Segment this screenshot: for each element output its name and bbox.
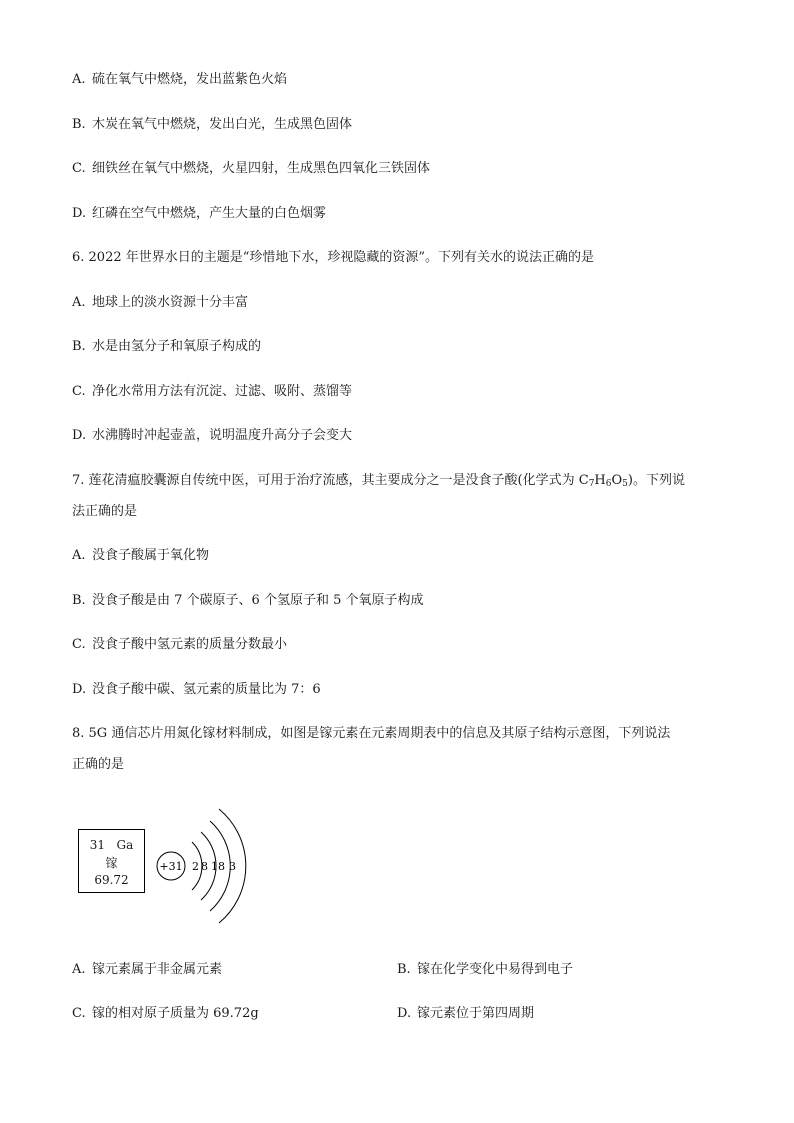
option-text: 没食子酸中碳、氢元素的质量比为 7：6	[92, 682, 321, 697]
option-text: 没食子酸属于氧化物	[92, 548, 210, 563]
q8-stem-line2: 正确的是	[72, 757, 125, 772]
shell-electrons: 3	[229, 860, 236, 873]
q6-stem: 6. 2022 年世界水日的主题是“珍惜地下水，珍视隐藏的资源”。下列有关水的说法正确的是	[72, 250, 595, 265]
formula-h-subscript: 6	[605, 479, 612, 489]
q6-option-c	[72, 380, 352, 399]
atomic-mass: 69.72	[94, 873, 129, 887]
q7-option-d	[72, 678, 321, 697]
q6-option-a	[72, 291, 248, 310]
element-name: 镓	[105, 856, 118, 870]
option-letter: D.	[72, 428, 87, 443]
option-letter: C.	[72, 1006, 86, 1021]
q5-option-b	[72, 113, 352, 132]
nucleus-charge: +31	[159, 860, 183, 873]
formula-h: H	[594, 473, 606, 488]
q7-option-a	[72, 544, 209, 563]
option-letter: C.	[72, 161, 86, 176]
shell-electrons: 2	[192, 860, 199, 873]
formula-o: O	[611, 473, 623, 488]
periodic-table-cell	[78, 829, 145, 893]
option-text: 红磷在空气中燃烧，产生大量的白色烟雾	[92, 206, 327, 221]
q8-option-a	[72, 958, 222, 977]
q7-stem-part1: 7. 莲花清瘟胶囊源自传统中医，可用于治疗流感，其主要成分之一是没食子酸(化学式为 C	[72, 473, 589, 488]
option-letter: C.	[72, 637, 86, 652]
option-text: 没食子酸是由 7 个碳原子、6 个氢原子和 5 个氧原子构成	[92, 593, 424, 608]
option-letter: A.	[72, 548, 86, 563]
formula-o-subscript: 5	[622, 479, 628, 489]
option-letter: B.	[72, 593, 86, 608]
option-text: 净化水常用方法有沉淀、过滤、吸附、蒸馏等	[92, 384, 353, 399]
option-text: 木炭在氧气中燃烧，发出白光，生成黑色固体	[92, 117, 353, 132]
option-letter: D.	[397, 1006, 412, 1021]
shell-electrons: 8	[201, 860, 208, 873]
q7-option-c	[72, 633, 287, 652]
q5-option-c	[72, 157, 430, 176]
q7-option-b	[72, 589, 423, 608]
option-text: 没食子酸中氢元素的质量分数最小	[92, 637, 288, 652]
q7-stem-part2: )。下列说	[627, 473, 685, 488]
option-text: 细铁丝在氧气中燃烧，火星四射，生成黑色四氧化三铁固体	[92, 161, 431, 176]
option-text: 镓元素位于第四周期	[417, 1006, 535, 1021]
option-text: 水沸腾时冲起壶盖，说明温度升高分子会变大	[92, 428, 353, 443]
option-letter: B.	[397, 962, 411, 977]
q8-stem-line1: 8. 5G 通信芯片用氮化镓材料制成，如图是镓元素在元素周期表中的信息及其原子结构示意图，下列说法	[72, 726, 671, 741]
option-letter: D.	[72, 682, 87, 697]
q7-stem-line1	[72, 469, 685, 488]
formula-c-subscript: 7	[588, 479, 595, 489]
option-letter: A.	[72, 72, 86, 87]
option-letter: A.	[72, 295, 86, 310]
option-text: 镓的相对原子质量为 69.72g	[92, 1006, 259, 1021]
atom-structure-diagram	[150, 805, 250, 929]
element-number-symbol-row	[79, 838, 144, 852]
q5-option-d	[72, 202, 326, 221]
option-text: 地球上的淡水资源十分丰富	[92, 295, 249, 310]
q8-option-d	[397, 1002, 534, 1021]
option-letter: D.	[72, 206, 87, 221]
q5-option-a	[72, 68, 287, 87]
element-symbol: Ga	[116, 838, 134, 852]
q6-option-d	[72, 424, 352, 443]
option-letter: B.	[72, 117, 86, 132]
option-letter: B.	[72, 339, 86, 354]
q8-option-c	[72, 1002, 259, 1021]
shell-electrons: 18	[211, 860, 225, 873]
q7-stem-line2: 法正确的是	[72, 504, 138, 519]
q8-option-b	[397, 958, 573, 977]
option-text: 水是由氢分子和氧原子构成的	[92, 339, 262, 354]
option-text: 硫在氧气中燃烧，发出蓝紫色火焰	[92, 72, 288, 87]
option-text: 镓元素属于非金属元素	[92, 962, 223, 977]
option-letter: C.	[72, 384, 86, 399]
atomic-number: 31	[89, 838, 106, 852]
q6-option-b	[72, 335, 261, 354]
option-letter: A.	[72, 962, 86, 977]
option-text: 镓在化学变化中易得到电子	[417, 962, 574, 977]
